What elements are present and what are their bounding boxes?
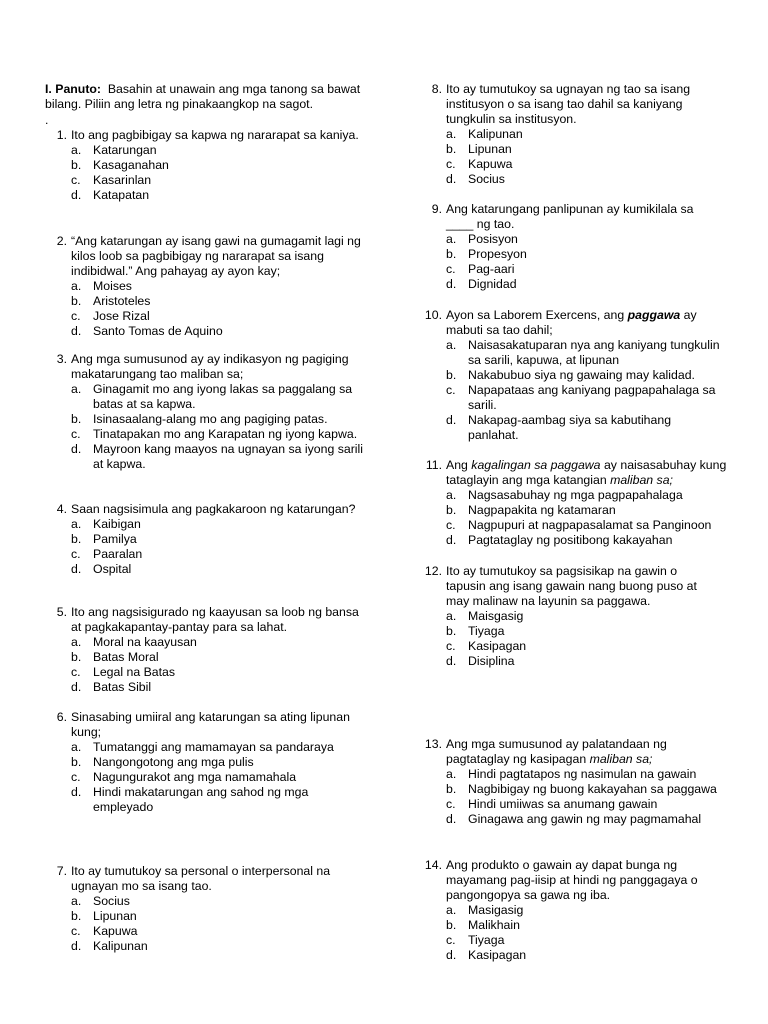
question-10: [420, 308, 720, 443]
option-text: Katarungan: [93, 143, 157, 157]
options-list: [446, 903, 720, 963]
option-letter: b.: [446, 142, 457, 156]
stem-emphasis: paggawa: [627, 308, 681, 322]
option: [446, 533, 730, 548]
option: [446, 413, 720, 443]
question-9: [420, 202, 720, 292]
question-number: 9.: [431, 202, 442, 216]
stem-emphasis: maliban sa;: [610, 473, 673, 487]
option-letter: c.: [71, 665, 81, 679]
option: [71, 442, 365, 472]
option: [71, 562, 365, 577]
option-letter: d.: [71, 562, 82, 576]
option-letter: b.: [446, 624, 457, 638]
option: [446, 624, 720, 639]
option: [71, 294, 365, 309]
option-text: Batas Sibil: [93, 680, 152, 694]
option: [71, 665, 365, 680]
options-list: [446, 767, 720, 827]
option-text: Socius: [468, 172, 505, 186]
option-letter: b.: [71, 755, 82, 769]
option-letter: b.: [71, 532, 82, 546]
stem-text: Ang mga sumusunod ay palatandaan ng pagtataglay ng kasipagan: [446, 737, 667, 766]
options-list: [446, 338, 720, 443]
option-letter: c.: [71, 770, 81, 784]
question-stem: Ito ang nagsisigurado ng kaayusan sa loob ng bansa at pagkakapantay-pantay para sa lahat.: [71, 605, 359, 634]
question-number: 5.: [56, 605, 67, 619]
option-letter: a.: [446, 767, 457, 781]
option-letter: d.: [446, 172, 457, 186]
option-text: Isinasaalang-alang mo ang pagiging patas.: [93, 412, 328, 426]
option-letter: b.: [446, 918, 457, 932]
option: [446, 639, 720, 654]
option: [71, 143, 365, 158]
option-letter: a.: [446, 903, 457, 917]
question-number: 12.: [424, 564, 442, 578]
option-text: Tiyaga: [468, 624, 505, 638]
option-text: Hindi makatarungan ang sahod ng mga empleyado: [93, 785, 309, 814]
option-letter: d.: [446, 948, 457, 962]
question-number: 13.: [424, 737, 442, 751]
option-text: Lipunan: [468, 142, 512, 156]
option-letter: a.: [71, 894, 82, 908]
option-letter: c.: [71, 309, 81, 323]
option: [71, 755, 365, 770]
question-12: [420, 564, 720, 669]
option: [71, 635, 365, 650]
option-text: Tiyaga: [468, 933, 505, 947]
question-6: [45, 710, 365, 815]
option-text: Pamilya: [93, 532, 137, 546]
options-list: [71, 635, 365, 695]
question-stem: Ito ang pagbibigay sa kapwa ng nararapat sa kaniya.: [71, 128, 359, 142]
option-text: Tinatapakan mo ang Karapatan ng iyong kapwa.: [93, 427, 358, 441]
option-text: Pag-aari: [468, 262, 515, 276]
option-text: Paaralan: [93, 547, 143, 561]
question-stem: Saan nagsisimula ang pagkakaroon ng katarungan?: [71, 502, 356, 516]
option-letter: c.: [71, 924, 81, 938]
option-letter: a.: [446, 232, 457, 246]
option-text: Dignidad: [468, 277, 517, 291]
option-letter: a.: [446, 609, 457, 623]
question-stem: Ito ay tumutukoy sa pagsisikap na gawin o tapusin ang isang gawain nang buong puso at may malinaw na layunin sa paggawa.: [446, 564, 697, 608]
option: [446, 232, 720, 247]
option-text: Disiplina: [468, 654, 515, 668]
option-text: Nangongotong ang mga pulis: [93, 755, 254, 769]
question-number: 14.: [424, 858, 442, 872]
option-text: Maisgasig: [468, 609, 524, 623]
option-letter: c.: [71, 173, 81, 187]
option-letter: a.: [446, 338, 457, 352]
option-text: Napapataas ang kaniyang pagpapahalaga sa sarili.: [468, 383, 716, 412]
option: [446, 488, 730, 503]
option-letter: c.: [71, 547, 81, 561]
option: [446, 127, 720, 142]
option: [71, 740, 365, 755]
option-letter: c.: [446, 797, 456, 811]
option-letter: a.: [71, 382, 82, 396]
question-stem: [446, 737, 720, 767]
option-letter: b.: [446, 782, 457, 796]
option-text: Mayroon kang maayos na ugnayan sa iyong sarili at kapwa.: [93, 442, 364, 471]
option: [71, 279, 365, 294]
option: [71, 517, 365, 532]
option-text: Kasaganahan: [93, 158, 169, 172]
option-letter: d.: [71, 324, 82, 338]
options-list: [71, 382, 365, 472]
option: [446, 609, 720, 624]
option: [71, 324, 365, 339]
option-text: Posisyon: [468, 232, 518, 246]
option-letter: d.: [71, 442, 82, 456]
option-text: Nagbibigay ng buong kakayahan sa paggawa: [468, 782, 717, 796]
option: [71, 909, 365, 924]
option: [446, 918, 720, 933]
option: [71, 770, 365, 785]
option: [446, 654, 720, 669]
option: [71, 188, 365, 203]
option-text: Nagungurakot ang mga namamahala: [93, 770, 297, 784]
option: [71, 173, 365, 188]
options-list: [446, 488, 730, 548]
option: [446, 933, 720, 948]
stem-text: ay naisasabuhay kung tataglayin ang mga katangian: [446, 458, 727, 487]
option-text: Pagtataglay ng positibong kakayahan: [468, 533, 673, 547]
option-letter: a.: [71, 635, 82, 649]
option: [71, 412, 365, 427]
option-text: Tumatanggi ang mamamayan sa pandaraya: [93, 740, 334, 754]
option-text: Nakabubuo siya ng gawaing may kalidad.: [468, 368, 695, 382]
question-stem: Ang produkto o gawain ay dapat bunga ng mayamang pag-iisip at hindi ng panggagaya o pangongopya sa gawa ng iba.: [446, 858, 698, 902]
option: [71, 532, 365, 547]
question-number: 8.: [431, 82, 442, 96]
question-3: [45, 352, 365, 472]
options-list: [446, 232, 720, 292]
option-letter: d.: [71, 680, 82, 694]
option-letter: b.: [446, 247, 457, 261]
option-letter: b.: [71, 412, 82, 426]
option: [446, 948, 720, 963]
instructions-text: Basahin at unawain ang mga tanong sa bawat bilang. Piliin ang letra ng pinakaangkop na sagot.: [45, 82, 361, 111]
option-letter: d.: [446, 812, 457, 826]
option: [71, 680, 365, 695]
instructions: [45, 82, 365, 112]
option-letter: d.: [71, 939, 82, 953]
options-list: [71, 279, 365, 339]
option-text: Nagsasabuhay ng mga pagpapahalaga: [468, 488, 683, 502]
option-letter: b.: [71, 650, 82, 664]
option: [446, 782, 720, 797]
question-number: 7.: [56, 864, 67, 878]
option-text: Nakapag-aambag siya sa kabutihang panlahat.: [468, 413, 672, 442]
option-letter: d.: [446, 654, 457, 668]
option-text: Ginagamit mo ang iyong lakas sa paggalang sa batas at sa kapwa.: [93, 382, 353, 411]
option-letter: c.: [446, 383, 456, 397]
option-text: Kasipagan: [468, 639, 527, 653]
question-stem: [446, 458, 730, 488]
stem-text: Ayon sa Laborem Exercens, ang: [446, 308, 628, 322]
option-letter: d.: [71, 188, 82, 202]
question-stem: Ang mga sumusunod ay ay indikasyon ng pagiging makatarungang tao maliban sa;: [71, 352, 349, 381]
options-list: [71, 517, 365, 577]
question-stem: “Ang katarungan ay isang gawi na gumagamit lagi ng kilos loob sa pagbibigay ng nararapat sa isang indibidwal.” Ang pahayag ay ayon kay;: [71, 234, 361, 278]
question-4: [45, 502, 365, 577]
option: [446, 157, 720, 172]
option-letter: d.: [446, 533, 457, 547]
option-text: Kapuwa: [468, 157, 513, 171]
option-letter: d.: [446, 413, 457, 427]
option-letter: c.: [446, 262, 456, 276]
option: [446, 503, 730, 518]
stem-text: ay mabuti sa tao dahil;: [446, 308, 697, 337]
option-letter: a.: [71, 279, 82, 293]
option-letter: a.: [71, 740, 82, 754]
options-list: [71, 740, 365, 815]
option: [446, 812, 720, 827]
stem-emphasis: maliban sa;: [589, 752, 653, 766]
question-8: [420, 82, 720, 187]
option-text: Masigasig: [468, 903, 524, 917]
option-text: Kasarinlan: [93, 173, 152, 187]
option: [446, 247, 720, 262]
option: [71, 547, 365, 562]
option-text: Batas Moral: [93, 650, 159, 664]
option: [71, 939, 365, 954]
option-text: Malikhain: [468, 918, 520, 932]
option-text: Katapatan: [93, 188, 150, 202]
option-text: Naisasakatuparan nya ang kaniyang tungkulin sa sarili, kapuwa, at lipunan: [468, 338, 720, 367]
option-text: Ospital: [93, 562, 132, 576]
option-letter: a.: [446, 488, 457, 502]
question-7: [45, 864, 365, 954]
option-letter: b.: [71, 158, 82, 172]
option-text: Kalipunan: [93, 939, 148, 953]
option-text: Moral na kaayusan: [93, 635, 197, 649]
option-text: Kalipunan: [468, 127, 523, 141]
question-number: 2.: [56, 234, 67, 248]
question-stem: Ito ay tumutukoy sa personal o interpersonal na ugnayan mo sa isang tao.: [71, 864, 331, 893]
option-text: Lipunan: [93, 909, 137, 923]
option-letter: d.: [446, 277, 457, 291]
option-text: Jose Rizal: [93, 309, 150, 323]
option-text: Nagpupuri at nagpapasalamat sa Panginoon: [468, 518, 712, 532]
question-2: [45, 234, 365, 339]
option-text: Moises: [93, 279, 132, 293]
option: [71, 785, 365, 815]
option-text: Hindi umiiwas sa anumang gawain: [468, 797, 658, 811]
option-text: Kapuwa: [93, 924, 138, 938]
option-text: Aristoteles: [93, 294, 151, 308]
instructions-label: I. Panuto:: [45, 82, 102, 96]
option: [71, 427, 365, 442]
option: [71, 650, 365, 665]
question-stem: Ang katarungang panlipunan ay kumikilala sa ____ ng tao.: [446, 202, 694, 231]
option-letter: c.: [446, 157, 456, 171]
question-number: 6.: [56, 710, 67, 724]
options-list: [446, 609, 720, 669]
option-letter: b.: [71, 294, 82, 308]
question-5: [45, 605, 365, 695]
option-letter: b.: [446, 368, 457, 382]
option: [71, 382, 365, 412]
option: [446, 383, 720, 413]
option: [446, 262, 720, 277]
option-letter: b.: [446, 503, 457, 517]
option-letter: b.: [71, 909, 82, 923]
option: [71, 894, 365, 909]
option-text: Ginagawa ang gawin ng may pagmamahal: [468, 812, 702, 826]
option: [446, 277, 720, 292]
option-letter: c.: [446, 518, 456, 532]
question-14: [420, 858, 720, 963]
option: [446, 368, 720, 383]
question-stem: Ito ay tumutukoy sa ugnayan ng tao sa isang institusyon o sa isang tao dahil sa kaniyang tungkulin sa institusyon.: [446, 82, 691, 126]
options-list: [71, 143, 365, 203]
question-number: 11.: [425, 458, 442, 472]
option: [446, 518, 730, 533]
option-letter: a.: [71, 517, 82, 531]
question-13: [420, 737, 720, 827]
question-number: 4.: [56, 502, 67, 516]
question-number: 10.: [424, 308, 442, 322]
option: [446, 767, 720, 782]
option-text: Legal na Batas: [93, 665, 176, 679]
option: [71, 158, 365, 173]
option-letter: a.: [71, 143, 82, 157]
question-number: 3.: [56, 352, 67, 366]
question-11: [420, 458, 730, 548]
question-stem: Sinasabing umiiral ang katarungan sa ating lipunan kung;: [71, 710, 350, 739]
options-list: [71, 894, 365, 954]
option: [71, 924, 365, 939]
option-text: Hindi pagtatapos ng nasimulan na gawain: [468, 767, 697, 781]
option: [446, 142, 720, 157]
option-text: Santo Tomas de Aquino: [93, 324, 223, 338]
option-text: Kaibigan: [93, 517, 141, 531]
option-text: Socius: [93, 894, 130, 908]
option-letter: c.: [446, 639, 456, 653]
stem-emphasis: kagalingan sa paggawa: [471, 458, 601, 472]
option: [71, 309, 365, 324]
option-text: Nagpapakita ng katamaran: [468, 503, 616, 517]
option: [446, 797, 720, 812]
option-text: Propesyon: [468, 247, 527, 261]
option-letter: d.: [71, 785, 82, 799]
option-letter: c.: [446, 933, 456, 947]
option: [446, 172, 720, 187]
option: [446, 903, 720, 918]
option-text: Kasipagan: [468, 948, 527, 962]
option-letter: a.: [446, 127, 457, 141]
options-list: [446, 127, 720, 187]
stray-mark: .: [45, 113, 49, 127]
question-stem: [446, 308, 720, 338]
option: [446, 338, 720, 368]
question-1: [45, 128, 365, 203]
option-letter: c.: [71, 427, 81, 441]
question-number: 1.: [56, 128, 67, 142]
stem-text: Ang: [446, 458, 472, 472]
